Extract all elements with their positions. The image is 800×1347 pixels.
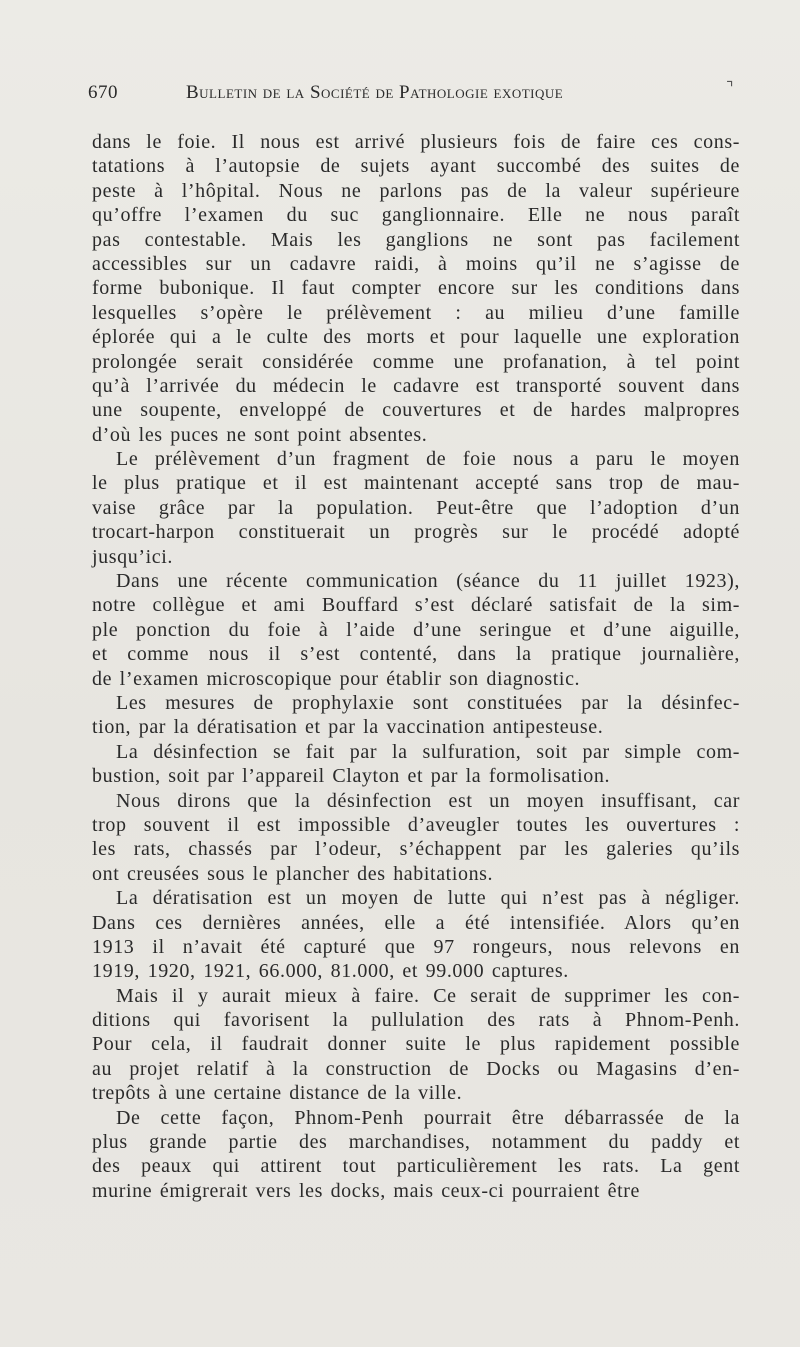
text-line: dans le foie. Il nous est arrivé plusieurs fois de faire ces cons- (92, 131, 740, 153)
text-line: une soupente, enveloppé de couvertures et de hardes malpropres (92, 399, 740, 422)
paragraph (92, 691, 740, 740)
text-line: Le prélèvement d’un fragment de foie nous a paru le moyen (116, 448, 740, 471)
paragraph (92, 984, 740, 1106)
text-line: 1913 il n’avait été capturé que 97 rongeurs, nous relevons en (92, 935, 740, 958)
paragraph (92, 789, 740, 887)
text-line: vaise grâce par la population. Peut-être que l’adoption d’un (92, 496, 740, 519)
paragraph (92, 1106, 740, 1204)
text-line: accessibles sur un cadavre raidi, à moins qu’il ne s’agisse de (92, 252, 740, 275)
text-line: le plus pratique et il est maintenant accepté sans trop de mau- (92, 472, 740, 495)
paragraph (92, 886, 740, 984)
text-line: trop souvent il est impossible d’aveugler toutes les ouvertures : (92, 813, 740, 836)
text-line: ple ponction du foie à l’aide d’une seringue et d’une aiguille, (92, 618, 740, 641)
body-text (92, 130, 740, 1203)
text-line: éplorée qui a le culte des morts et pour laquelle une exploration (92, 326, 740, 349)
page-header (88, 82, 738, 112)
text-line: qu’à l’arrivée du médecin le cadavre est transporté souvent dans (92, 374, 740, 397)
text-line: tion, par la dératisation et par la vaccination antipesteuse. (92, 716, 604, 739)
text-line: peste à l’hôpital. Nous ne parlons pas de la valeur supérieure (92, 179, 740, 202)
text-line: De cette façon, Phnom-Penh pourrait être débarrassée de la (116, 1106, 740, 1129)
text-line: de l’examen microscopique pour établir son diagnostic. (92, 667, 581, 690)
text-line: au projet relatif à la construction de Docks ou Magasins d’en- (92, 1057, 740, 1080)
text-line: trocart-harpon constituerait un progrès sur le procédé adopté (92, 521, 740, 544)
text-line: La dératisation est un moyen de lutte qui n’est pas à négliger. (116, 887, 740, 910)
text-line: ont creusées sous le plancher des habitations. (92, 862, 494, 885)
text-line: notre collègue et ami Bouffard s’est déclaré satisfait de la sim- (92, 594, 740, 617)
text-line: et comme nous il s’est contenté, dans la pratique journalière, (92, 643, 740, 666)
text-line: bustion, soit par l’appareil Clayton et par la formolisation. (92, 765, 611, 788)
text-line: plus grande partie des marchandises, notamment du paddy et (92, 1131, 740, 1154)
text-line: ditions qui favorisent la pullulation des rats à Phnom-Penh. (92, 1009, 740, 1032)
text-line: Les mesures de prophylaxie sont constituées par la désinfec- (116, 691, 740, 714)
text-line: forme bubonique. Il faut compter encore sur les conditions dans (92, 277, 740, 300)
text-line: Nous dirons que la désinfection est un moyen insuffisant, car (116, 789, 740, 812)
text-line: qu’offre l’examen du suc ganglionnaire. Elle ne nous paraît (92, 204, 740, 227)
text-line: des peaux qui attirent tout particulièrement les rats. La gent (92, 1155, 740, 1178)
running-title: Bulletin de la Société de Pathologie exotique (186, 82, 564, 103)
text-line: jusqu’ici. (92, 545, 173, 568)
paragraph (92, 130, 740, 447)
text-line: Dans une récente communication (séance du 11 juillet 1923), (116, 570, 740, 593)
text-line: La désinfection se fait par la sulfuration, soit par simple com- (116, 740, 740, 763)
paragraph (92, 569, 740, 691)
text-line: Dans ces dernières années, elle a été intensifiée. Alors qu’en (92, 911, 740, 934)
text-line: les rats, chassés par l’odeur, s’échappent par les galeries qu’ils (92, 838, 740, 861)
text-line: Pour cela, il faudrait donner suite le plus rapidement possible (92, 1033, 740, 1056)
text-line: prolongée serait considérée comme une profanation, à tel point (92, 350, 740, 373)
text-line: d’où les puces ne sont point absentes. (92, 423, 428, 446)
text-line: 1919, 1920, 1921, 66.000, 81.000, et 99.000 captures. (92, 960, 569, 983)
corner-mark: ⌝ (726, 80, 734, 97)
text-line: tatations à l’autopsie de sujets ayant succombé des suites de (92, 155, 740, 178)
text-line: trepôts à une certaine distance de la ville. (92, 1082, 463, 1105)
paragraph (92, 447, 740, 569)
text-line: murine émigrerait vers les docks, mais ceux-ci pourraient être (92, 1179, 641, 1202)
paragraph (92, 740, 740, 789)
text-line: pas contestable. Mais les ganglions ne sont pas facilement (92, 228, 740, 251)
text-line: Mais il y aurait mieux à faire. Ce serait de supprimer les con- (116, 984, 740, 1007)
text-line: lesquelles s’opère le prélèvement : au milieu d’une famille (92, 301, 740, 324)
page-number: 670 (88, 82, 118, 103)
